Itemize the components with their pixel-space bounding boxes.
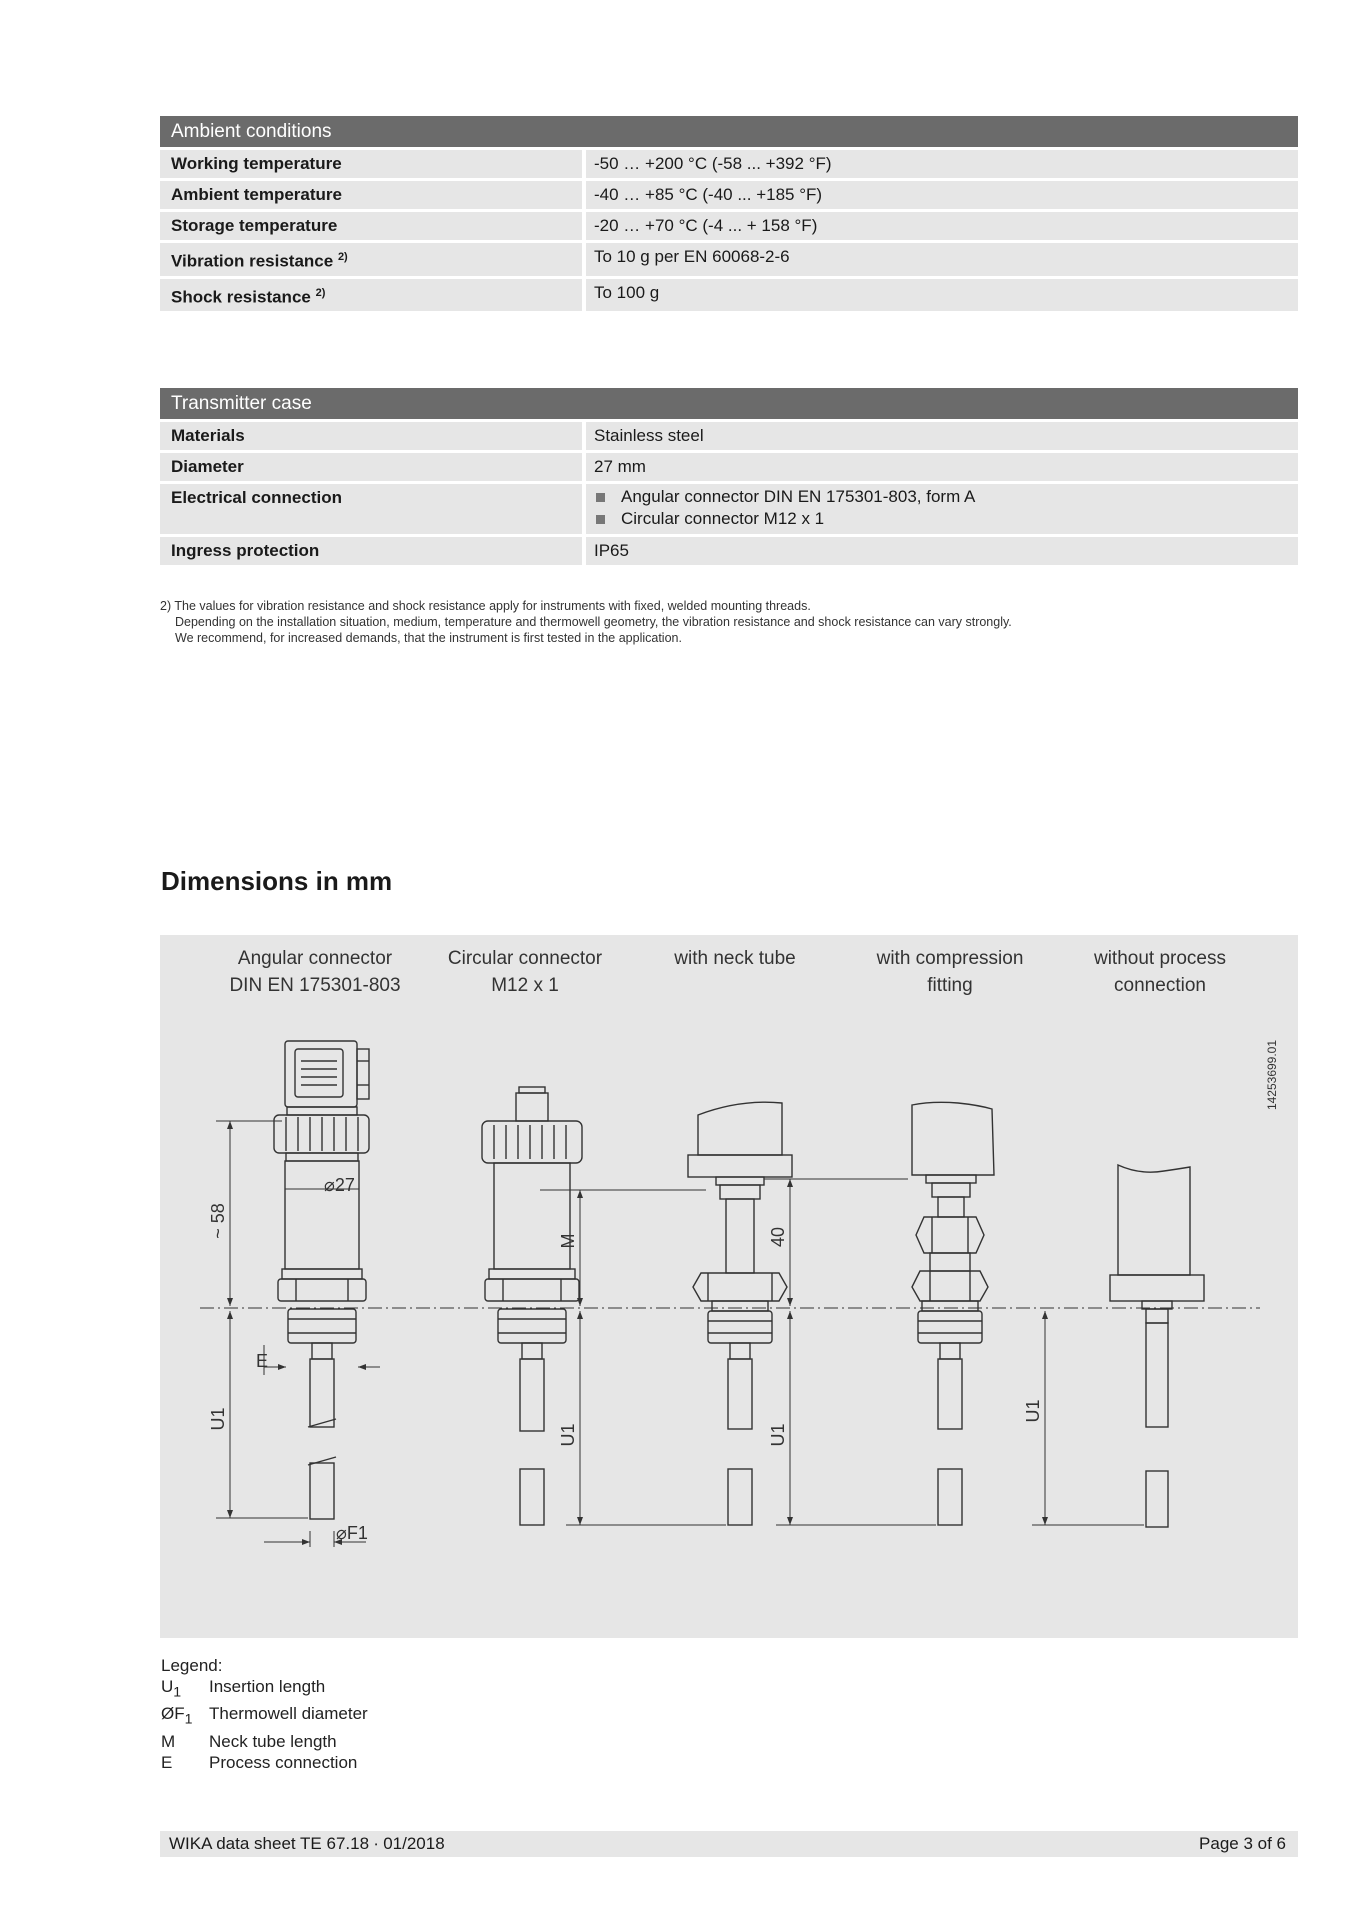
- column-title: with neck tube: [674, 948, 796, 969]
- table-row: [160, 484, 1298, 534]
- row-label: Ambient temperature: [160, 181, 582, 209]
- table-row: [160, 243, 1298, 276]
- legend-text: Process connection: [209, 1752, 358, 1772]
- legend-item: [161, 1676, 368, 1703]
- dim-label-58: ~ 58: [208, 1203, 228, 1239]
- circular-connector-drawing: [482, 1087, 582, 1525]
- legend-text: Thermowell diameter: [209, 1704, 368, 1724]
- list-item: Angular connector DIN EN 175301-803, form A: [594, 486, 1290, 508]
- row-value: To 10 g per EN 60068-2-6: [586, 243, 1298, 276]
- row-label: Materials: [160, 422, 582, 450]
- dim-label-u1: U1: [768, 1423, 788, 1447]
- angular-connector-drawing: [216, 1041, 380, 1547]
- row-value: 27 mm: [586, 453, 1298, 481]
- row-label: Electrical connection: [160, 484, 582, 534]
- row-label: Diameter: [160, 453, 582, 481]
- footnote-line: 2) The values for vibration resistance and shock resistance apply for instruments with fixed, welded mounting threads.: [160, 599, 811, 613]
- dim-label-u1: U1: [208, 1407, 228, 1431]
- legend-text: Neck tube length: [209, 1731, 337, 1751]
- row-label: Vibration resistance $^{2)}$: [160, 243, 582, 276]
- table-row: [160, 279, 1298, 312]
- transmitter-case-header: Transmitter case: [160, 388, 1298, 419]
- compression-fitting-drawing: [764, 1102, 994, 1525]
- legend-symbol: M: [161, 1731, 176, 1751]
- row-value: -40 … +85 °C (-40 ... +185 °F): [586, 181, 1298, 209]
- list-item: Circular connector M12 x 1: [594, 508, 1290, 530]
- footnote: [160, 598, 1160, 646]
- legend-text: Insertion length: [209, 1677, 326, 1696]
- dim-label-diameter-27: ⌀27: [324, 1175, 355, 1195]
- table-row: [160, 537, 1298, 565]
- dim-label-40: 40: [768, 1226, 788, 1248]
- page-footer: [160, 1831, 1298, 1857]
- dim-label-m: M: [558, 1233, 578, 1249]
- drawing-id: 14253699.01: [1265, 1039, 1279, 1111]
- row-value: To 100 g: [586, 279, 1298, 312]
- table-row: [160, 212, 1298, 240]
- row-label: Working temperature: [160, 150, 582, 178]
- table-row: [160, 453, 1298, 481]
- row-value: IP65: [586, 537, 1298, 565]
- legend-symbol: $U_1$: [161, 1677, 182, 1701]
- dim-label-e: E: [256, 1351, 269, 1371]
- bullet-square-icon: [596, 493, 605, 502]
- legend-item: [161, 1703, 368, 1730]
- column-title: without process connection: [1093, 948, 1226, 996]
- legend: [161, 1655, 368, 1773]
- legend-symbol: $ØF_1$: [161, 1704, 193, 1728]
- legend-item: [161, 1731, 368, 1752]
- row-label: Ingress protection: [160, 537, 582, 565]
- row-label: Storage temperature: [160, 212, 582, 240]
- row-label: Shock resistance $^{2)}$: [160, 279, 582, 312]
- table-row: [160, 422, 1298, 450]
- table-row: [160, 150, 1298, 178]
- datasheet-reference: WIKA data sheet TE 67.18 ∙ 01/2018: [169, 1834, 445, 1853]
- dim-label-diameter-f1: ⌀F1: [336, 1523, 368, 1543]
- footnote-line: Depending on the installation situation, medium, temperature and thermowell geometry, the vibration resistance and shock resistance can vary strongly.: [175, 615, 1012, 629]
- legend-title: Legend:: [161, 1656, 223, 1675]
- row-value: Stainless steel: [586, 422, 1298, 450]
- page-number: Page 3 of 6: [1199, 1834, 1286, 1853]
- ambient-conditions-table: [160, 116, 1298, 314]
- bullet-square-icon: [596, 515, 605, 524]
- footnote-ref: 2): [337, 251, 348, 263]
- row-value: -20 … +70 °C (-4 ... + 158 °F): [586, 212, 1298, 240]
- row-value: -50 … +200 °C (-58 ... +392 °F): [586, 150, 1298, 178]
- dim-label-u1: U1: [1023, 1399, 1043, 1423]
- section-title: Dimensions in mm: [161, 866, 393, 896]
- column-title: Circular connector M12 x 1: [447, 948, 603, 996]
- column-title: Angular connector DIN EN 175301-803: [229, 948, 401, 996]
- table-row: [160, 181, 1298, 209]
- legend-symbol: E: [161, 1752, 173, 1772]
- column-title: with compression fitting: [876, 948, 1024, 996]
- ambient-conditions-header: Ambient conditions: [160, 116, 1298, 147]
- footnote-line: We recommend, for increased demands, that the instrument is first tested in the application.: [175, 631, 682, 645]
- dim-label-u1: U1: [558, 1423, 578, 1447]
- row-value: [586, 484, 1298, 534]
- technical-drawing: [160, 935, 1298, 1638]
- dimension-drawing: [160, 935, 1298, 1638]
- legend-item: [161, 1752, 368, 1773]
- neck-tube-drawing: [540, 1102, 792, 1525]
- transmitter-case-table: [160, 388, 1298, 568]
- no-process-connection-drawing: [1032, 1165, 1204, 1527]
- footnote-ref: 2): [315, 286, 326, 299]
